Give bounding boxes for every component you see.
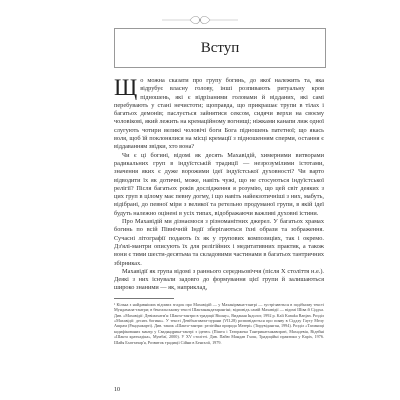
page-body — [114, 77, 324, 345]
paragraph-1-text: о можна сказати про групу богинь, до якої належить та, яка відрубує власну голову, інші розпивають ритуальну кров підношень, які є відрізаними головами й відданих, які самі перебувають у стані нечистоти; щоправда, що прикрашає трупи в тілах і багатьох демонів; паслується зайнятися сексом, сидячи верхи на своєму чоловікові, який лежить на кремаційному вогнищі; ніжками канапи лиж одної слугують чотири великі чоловічі боги Бога підношень патетної; що якась воля, щоб їй поклонялися на місці кремації з підношенням сперми, остання є віддаванням звідки, хто вона? — [114, 77, 324, 151]
drop-cap: Щ — [114, 75, 138, 100]
footnote: ¹ Кілька з найдавніших відомих згадок про Махавідій — у Маханірвана-тантрі — зустрічаються в подібному тексті Мундамала-тантри; в бенгальському тексті Шактанандатарангіні; відповідь самій Махавідії — відомі Шіва й Сіддха. Див. «Махавідії: Девімахатм'я: Шакта-тантри в традиції Вішну», Видання Індолог, 1992 р. Kali Kanaka Ranjan. Розділ «Махавідії: десять богинь». У тексті Девібхагавата-пурани (VII.28) розповідається про появу в Сіддху Гауту Мелу Ашрам (Рандхакарті). Див. також «Шакта-тантри: релігійна природа Матері» (Тирувіданган, 1994). Розділ «Таємниці кодифікованих мантр у Свадяндрика-тантрі з ідеєю» (Пішта і Таторжека Тантрикатхакавпраті, Махадевія, Відейні «Шакта кратхадіка», Мумбаї, 2000). У XV столітті. Див. Пайю Мандав Гхош, Традиційні практики у Каріх, 1976. Шайя Бхаттачар'я, Розвиток традиції Сійни в Бенгалії, 1979. — [114, 301, 324, 345]
paragraph-3: Про Махавідій ми дізнаємося з різноманітних джерел. У багатьох храмах богинь по всій Північній Індії зберігаються їхні образи та зображення. Сучасні літографії подають їх як у групових композиціях, так і окремо. Дз'ялі-мантри описують їх для релігійних і медитативних практик, а також вони є тими шести-десятьма та складовими частинами в багатьох тантричних збірниках. — [114, 218, 324, 267]
top-ornament — [0, 14, 400, 26]
chapter-title: Вступ — [200, 39, 240, 56]
page-number: 10 — [114, 387, 120, 393]
paragraph-2: Чи є ці богині, відомі як десять Махавідій, химерними витворами радикальних груп в індуїстській традиції — незрозумілими істотами, значення яких є дуже ворожими ідеї індуїстської духовності? Чи варто відводити їх як дотичні, може, навіть чужі, що не стосуються індуїстської релігії? Після багатьох років дослідження я розумію, що цей світ деяких з цих груп в цілому має певну догму, і що навіть найекзотичніші з них, мабуть, відібрані, до певної міри з великої та ретельно продуманої групи, в якій ідеї будуть належно оцінені в усіх типах, відображаючи важливі духовні істини. — [114, 151, 324, 217]
paragraph-1 — [114, 77, 324, 152]
chapter-header-box — [114, 28, 326, 68]
footnote-divider — [114, 298, 174, 299]
ornament-icon — [160, 14, 240, 26]
paragraph-4: Махавідії як група відомі з раннього середньовіччя (після X століття н.е.). Деякі з них існували задовго до формування цієї групи й залишаються широко знаними — як, наприклад, — [114, 267, 324, 292]
